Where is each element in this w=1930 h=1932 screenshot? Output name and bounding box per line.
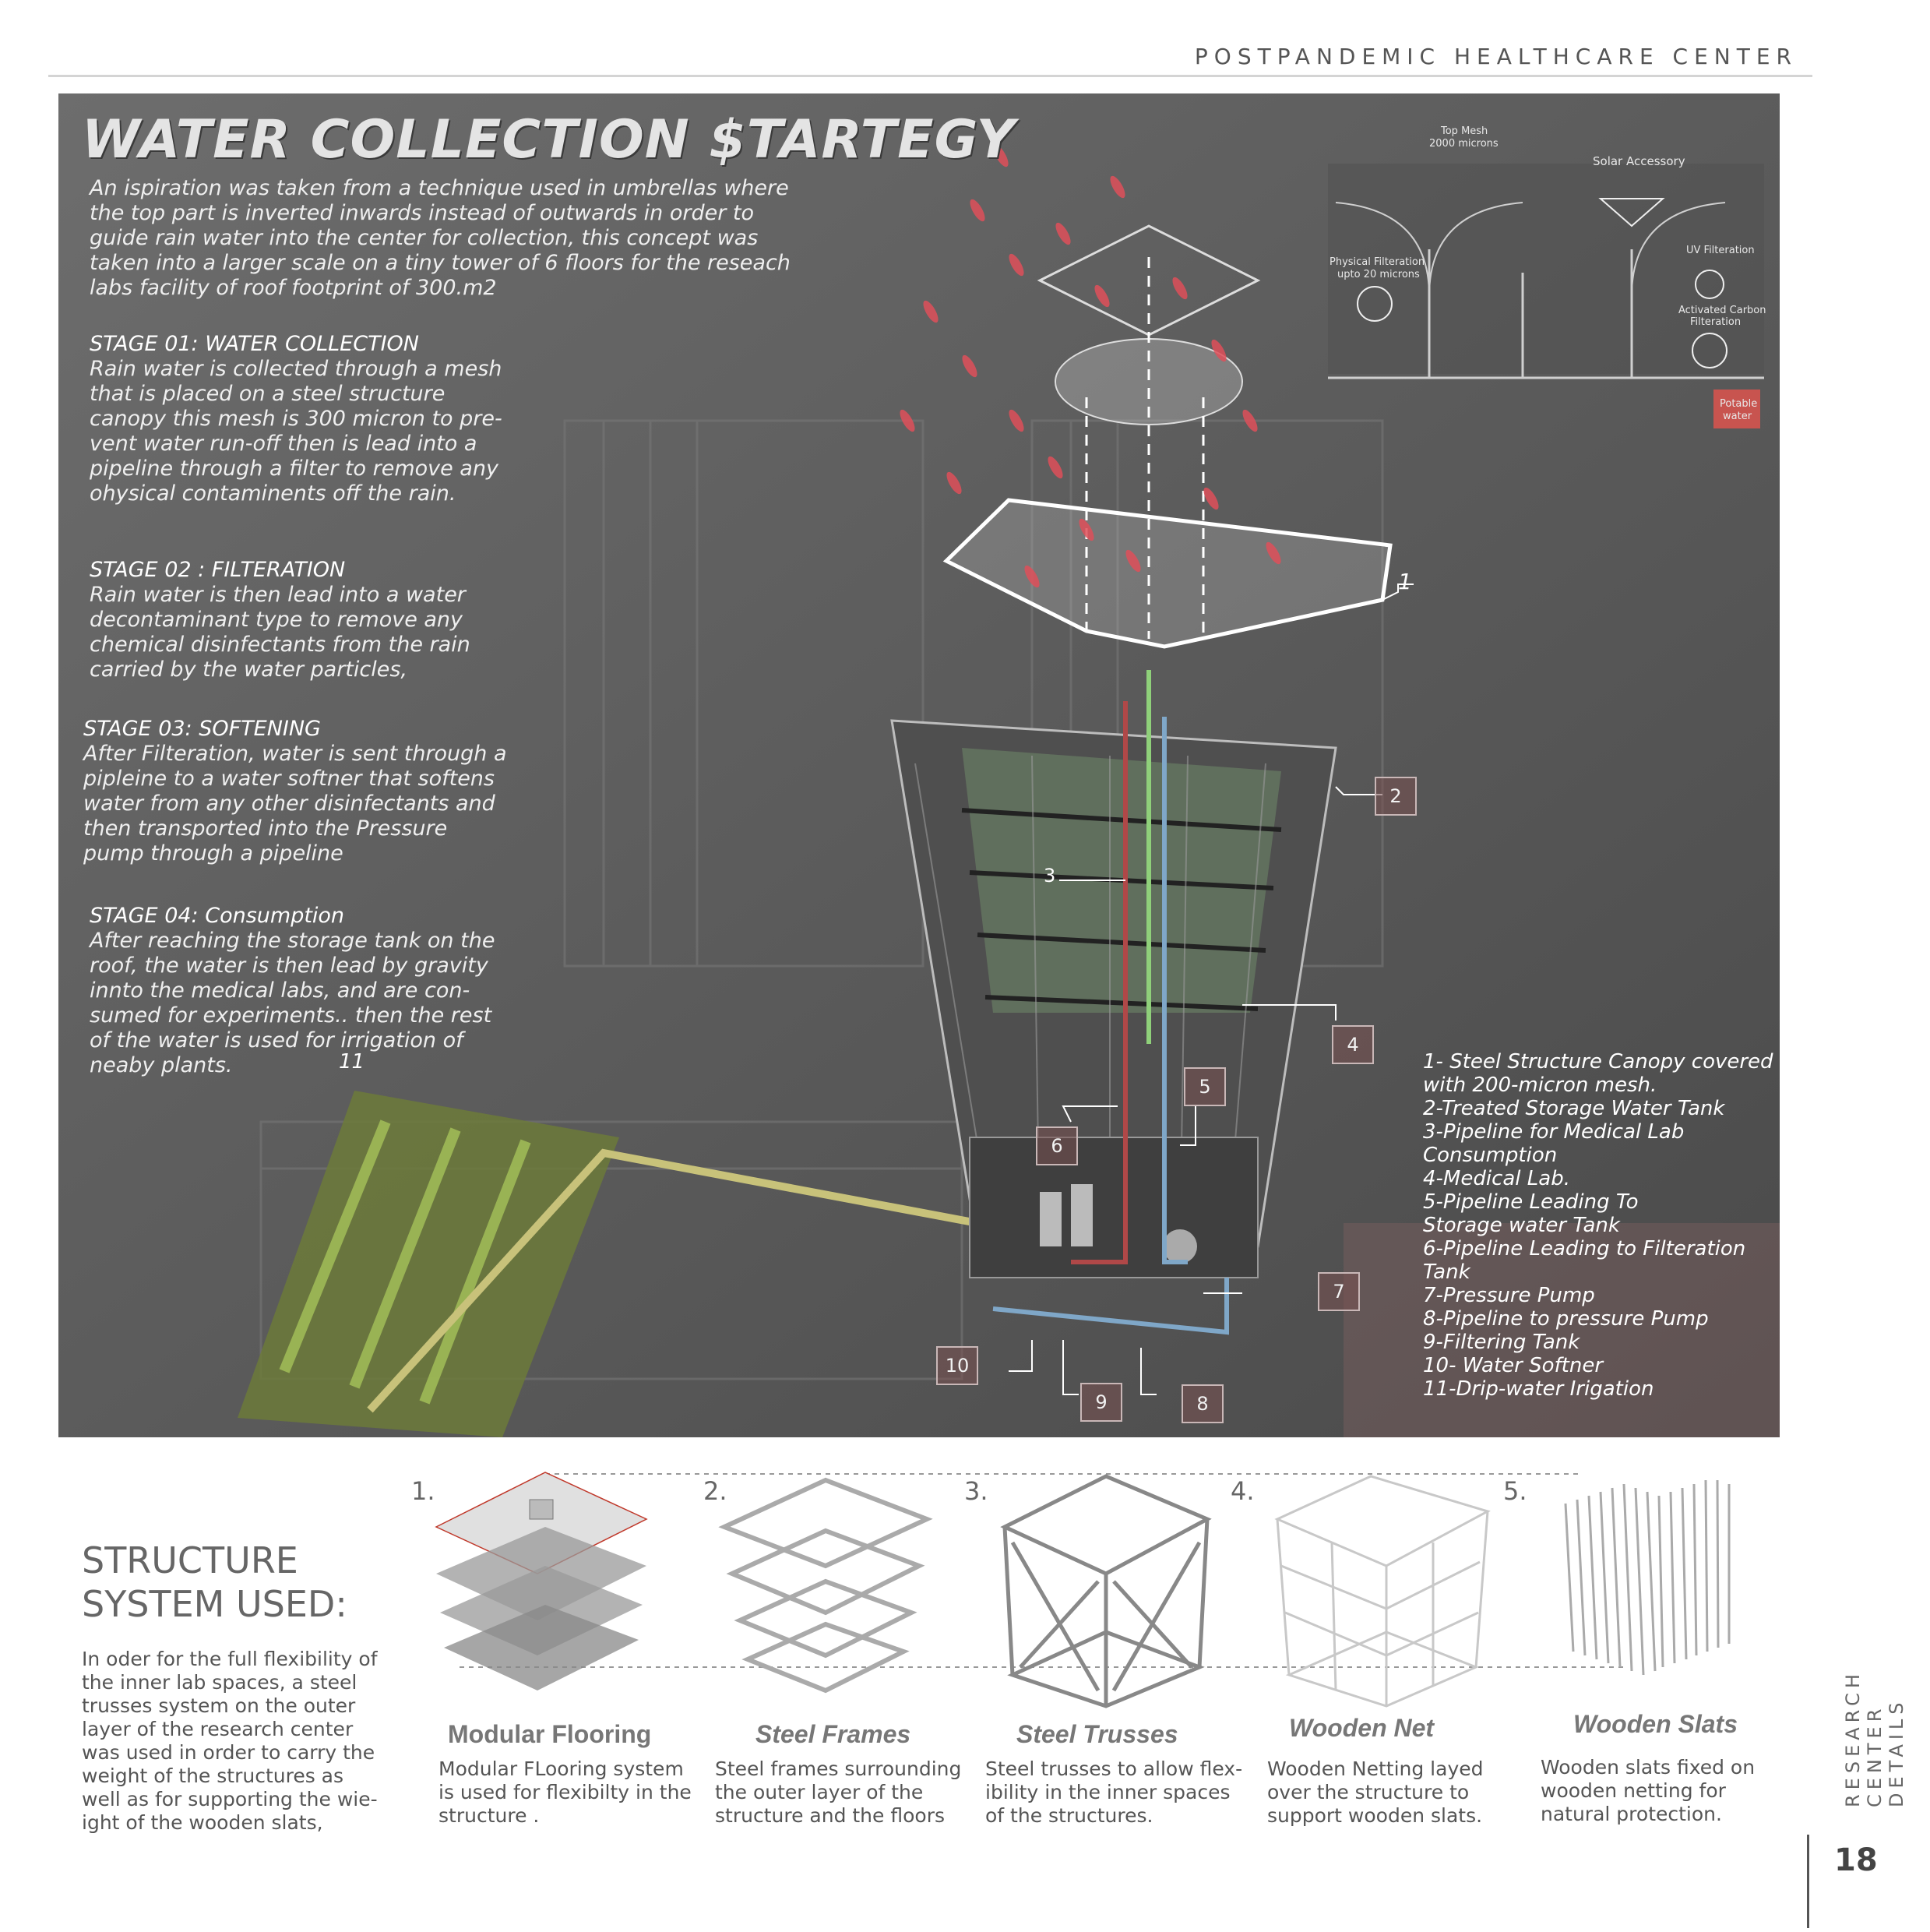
structure-title-line1: STRUCTURE: [82, 1539, 298, 1581]
intro-line: taken into a larger scale on a tiny tower of 6 floors for the reseach: [90, 251, 791, 275]
callout-7: 7: [1318, 1272, 1360, 1311]
steel-trusses-diagram: [1005, 1476, 1207, 1706]
stage-line: chemical disinfectants from the rain: [90, 633, 470, 657]
water-collection-title: WATER COLLECTION $TARTEGY: [82, 109, 1016, 171]
stage-line: vent water run-off then is lead into a: [90, 432, 477, 456]
stage-line: pipeline through a filter to remove any: [90, 457, 498, 481]
page-header-title: POSTPANDEMIC HEALTHCARE CENTER: [1194, 44, 1798, 69]
pressure-pump-shape: [1163, 1229, 1197, 1264]
legend-item: 7-Pressure Pump: [1423, 1284, 1595, 1307]
callout-10: 10: [936, 1346, 978, 1385]
legend-item: 2-Treated Storage Water Tank: [1423, 1097, 1725, 1120]
inset-carbon: Activated Carbon: [1678, 305, 1766, 316]
callout-2: 2: [1375, 777, 1417, 816]
water-collection-panel: [58, 93, 1780, 1437]
wooden-net-diagram: [1277, 1476, 1488, 1706]
callout-8: 8: [1182, 1384, 1224, 1423]
legend-item: 3-Pipeline for Medical Lab: [1423, 1120, 1685, 1144]
header-divider: [48, 75, 1812, 77]
step-desc-line: Steel trusses to allow flex-: [985, 1757, 1243, 1780]
step-desc-line: natural protection.: [1541, 1803, 1722, 1825]
steel-frames-diagram: [724, 1480, 927, 1690]
step-1-name: Modular Flooring: [448, 1720, 652, 1748]
stage-line: Rain water is then lead into a water: [90, 583, 466, 607]
callout-6: 6: [1036, 1126, 1078, 1165]
stage-line: pipleine to a water softner that softens: [83, 767, 495, 791]
step-5-desc: [1541, 1756, 1755, 1826]
structure-desc-line: the inner lab spaces, a steel: [82, 1671, 357, 1694]
structure-description: [82, 1648, 393, 1835]
wooden-slats-diagram: [1565, 1480, 1729, 1675]
step-1-desc: [438, 1757, 692, 1828]
step-2-name: Steel Frames: [755, 1720, 911, 1748]
stage-02: [90, 558, 470, 682]
intro-text: [90, 176, 791, 301]
inset-top-mesh-size: 2000 microns: [1429, 138, 1499, 150]
step-desc-line: Steel frames surrounding: [715, 1757, 962, 1780]
step-3-name: Steel Trusses: [1016, 1720, 1178, 1748]
legend-item: 5-Pipeline Leading To: [1423, 1190, 1639, 1214]
legend-list: [1423, 1050, 1780, 1401]
inset-potable: Potable: [1720, 398, 1758, 410]
stage-03-title: STAGE 03: SOFTENING: [83, 717, 321, 741]
step-desc-line: support wooden slats.: [1267, 1804, 1483, 1827]
modular-flooring-diagram: [436, 1472, 646, 1690]
stage-line: After Filteration, water is sent through a: [83, 742, 507, 766]
structure-desc-line: trusses system on the outer: [82, 1694, 356, 1717]
structure-diagrams: [413, 1457, 1784, 1714]
stage-line: of the water is used for irrigation of: [90, 1028, 463, 1052]
inset-carbon2: Filteration: [1690, 316, 1742, 328]
stage-03: [83, 717, 507, 866]
legend-item: 10- Water Softner: [1423, 1354, 1604, 1377]
structure-desc-line: weight of the structures as: [82, 1765, 344, 1787]
structure-desc-line: well as for supporting the wie-: [82, 1788, 378, 1810]
legend-item: 8-Pipeline to pressure Pump: [1423, 1307, 1709, 1331]
step-desc-line: Wooden slats fixed on: [1541, 1756, 1756, 1779]
step-1-number: 1.: [411, 1476, 435, 1506]
page-number: 18: [1834, 1842, 1878, 1878]
legend-item: 1- Steel Structure Canopy covered: [1423, 1050, 1773, 1074]
inset-uv: UV Filteration: [1686, 245, 1755, 256]
stage-line: canopy this mesh is 300 micron to pre-: [90, 407, 502, 431]
structure-desc-line: was used in order to carry the: [82, 1741, 375, 1764]
intro-line: An ispiration was taken from a technique used in umbrellas where: [90, 176, 789, 200]
structure-desc-line: In oder for the full flexibility of: [82, 1648, 378, 1670]
step-desc-line: of the structures.: [985, 1804, 1153, 1827]
stage-line: innto the medical labs, and are con-: [90, 978, 470, 1003]
inset-solar: Solar Accessory: [1593, 154, 1685, 168]
step-desc-line: ibility in the inner spaces: [985, 1781, 1231, 1803]
inset-physical-size: upto 20 microns: [1337, 269, 1420, 280]
step-desc-line: the outer layer of the: [715, 1781, 924, 1803]
structure-desc-line: layer of the research center: [82, 1718, 354, 1740]
step-desc-line: Wooden Netting layed: [1267, 1757, 1484, 1780]
stage-line: decontaminant type to remove any: [90, 608, 463, 632]
step-5-name: Wooden Slats: [1573, 1710, 1738, 1738]
stage-line: water from any other disinfectants and: [83, 791, 495, 816]
stage-line: pump through a pipeline: [83, 841, 343, 866]
step-desc-line: is used for flexibilty in the: [438, 1781, 692, 1803]
step-desc-line: over the structure to: [1267, 1781, 1470, 1803]
stage-line: carried by the water particles,: [90, 658, 408, 682]
step-desc-line: structure .: [438, 1804, 540, 1827]
callout-3: 3: [1044, 865, 1056, 887]
step-desc-line: structure and the floors: [715, 1804, 945, 1827]
stage-line: ohysical contaminents off the rain.: [90, 481, 456, 506]
step-4-desc: [1267, 1757, 1484, 1828]
stage-line: neaby plants.: [90, 1053, 233, 1077]
callout-11: 11: [339, 1050, 365, 1074]
inset-top-mesh: Top Mesh: [1441, 125, 1488, 137]
step-3-desc: [985, 1757, 1242, 1828]
stage-04-title: STAGE 04: Consumption: [90, 904, 345, 928]
stage-line: roof, the water is then lead by gravity: [90, 954, 488, 978]
structure-title-line2: SYSTEM USED:: [82, 1583, 347, 1625]
step-desc-line: Modular FLooring system: [438, 1757, 684, 1780]
legend-item: 6-Pipeline Leading to Filteration: [1423, 1237, 1746, 1260]
stage-line: sumed for experiments.. then the rest: [90, 1003, 492, 1028]
intro-line: the top part is inverted inwards instead of outwards in order to: [90, 201, 755, 225]
inset-potable2: water: [1723, 411, 1752, 422]
stage-line: After reaching the storage tank on the: [90, 929, 495, 953]
stage-01-title: STAGE 01: WATER COLLECTION: [90, 332, 419, 356]
side-section-label: RESEARCH CENTER DETAILS: [1842, 1669, 1907, 1807]
step-4-number: 4.: [1231, 1476, 1255, 1506]
inset-physical: Physical Filteration: [1330, 256, 1425, 268]
step-desc-line: wooden netting for: [1541, 1779, 1726, 1802]
stage-line: that is placed on a steel structure: [90, 382, 446, 406]
structure-desc-line: ight of the wooden slats,: [82, 1811, 323, 1834]
legend-item: 11-Drip-water Irigation: [1423, 1377, 1654, 1401]
legend-item: Tank: [1423, 1260, 1470, 1284]
callout-1: 1: [1398, 569, 1412, 594]
step-2-number: 2.: [703, 1476, 727, 1506]
step-3-number: 3.: [964, 1476, 988, 1506]
step-5-number: 5.: [1503, 1476, 1527, 1506]
page-number-divider: [1807, 1835, 1809, 1928]
stage-01: [90, 332, 502, 506]
callout-5: 5: [1184, 1067, 1226, 1106]
step-4-name: Wooden Net: [1289, 1714, 1435, 1742]
legend-item: 4-Medical Lab.: [1423, 1167, 1570, 1190]
stage-02-title: STAGE 02 : FILTERATION: [90, 558, 346, 582]
structure-title: [82, 1539, 347, 1626]
stage-line: Rain water is collected through a mesh: [90, 357, 502, 381]
callout-4: 4: [1332, 1025, 1374, 1064]
legend-item: 9-Filtering Tank: [1423, 1331, 1580, 1354]
legend-item: Consumption: [1423, 1144, 1558, 1167]
legend-item: Storage water Tank: [1423, 1214, 1620, 1237]
step-2-desc: [715, 1757, 961, 1828]
intro-line: guide rain water into the center for collection, this concept was: [90, 226, 759, 250]
intro-line: labs facility of roof footprint of 300.m2: [90, 276, 497, 300]
legend-item: with 200-micron mesh.: [1423, 1074, 1657, 1097]
callout-9: 9: [1080, 1383, 1122, 1422]
stage-04: [90, 904, 495, 1078]
stage-line: then transported into the Pressure: [83, 816, 448, 841]
